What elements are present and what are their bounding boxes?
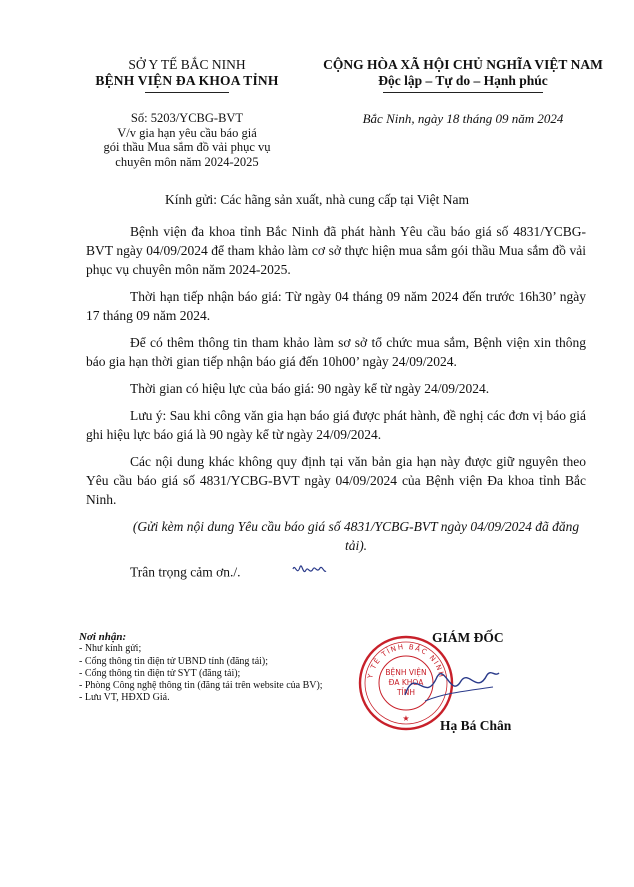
seal-line-3: TỈNH [396,688,416,697]
director-signature [395,655,505,715]
motto-underline [383,92,543,93]
paragraph: Các nội dung khác không quy định tại văn bản gia hạn này được giữ nguyên theo Yêu cầu báo giá số 4831/YCBG-BVT ngày 04/09/2024 của Bệnh viện Đa khoa tỉnh Bắc Ninh. [86,454,586,507]
closing-text: Trân trọng cảm ơn./. [130,564,241,580]
country-name: CỘNG HÒA XÃ HỘI CHỦ NGHĨA VIỆT NAM [323,57,603,72]
hospital-name: BỆNH VIỆN ĐA KHOA TỈNH [95,73,279,88]
subject-line-3: chuyên môn năm 2024-2025 [115,154,259,169]
issuer-underline [145,92,229,93]
recipient-item: - Cổng thông tin điện tử UBND tỉnh (đăng tải); [79,655,269,667]
paragraph: Bệnh viện đa khoa tỉnh Bắc Ninh đã phát hành Yêu cầu báo giá số 4831/YCBG-BVT ngày 04/09/2024 để tham khảo làm cơ sở thực hiện mua sắm gói thầu Mua sắm đồ vải phục vụ chuyên môn năm 2024-2025. [86,224,586,277]
initial-signature [247,561,327,586]
seal-ring-text: Y TẾ TỈNH BẮC NINH [366,642,446,680]
recipient-item: - Lưu VT, HĐXD Giá. [79,692,170,704]
paragraph: Thời gian có hiệu lực của báo giá: 90 ngày kể từ ngày 24/09/2024. [130,381,490,396]
signer-position: GIÁM ĐỐC [432,630,504,645]
recipient-item: - Như kính gửi; [79,643,142,655]
issue-date: Bắc Ninh, ngày 18 tháng 09 năm 2024 [362,111,564,126]
seal-line-1: BỆNH VIỆN [385,668,427,677]
recipients-block [79,631,379,705]
recipients-title: Nơi nhận: [79,631,127,643]
subject-line-2: gói thầu Mua sắm đồ vải phục vụ [103,140,271,154]
agency-name: SỞ Y TẾ BẮC NINH [128,57,246,72]
signer-name: Hạ Bá Chân [440,718,512,733]
motto: Độc lập – Tự do – Hạnh phúc [378,73,548,88]
attachment-note: (Gửi kèm nội dung Yêu cầu báo giá số 4831/YCBG-BVT ngày 04/09/2024 đã đăng tải). [132,519,580,553]
subject-line-1: V/v gia hạn yêu cầu báo giá [117,125,257,140]
doc-number: Số: 5203/YCBG-BVT [130,111,244,125]
paragraph: Lưu ý: Sau khi công văn gia hạn báo giá được phát hành, đề nghị các đơn vị báo giá ghi hiệu lực báo giá là 90 ngày kể từ ngày 24/09/2024. [86,408,586,442]
paragraph: Thời hạn tiếp nhận báo giá: Từ ngày 04 tháng 09 năm 2024 đến trước 16h30’ ngày 17 tháng 09 năm 2024. [86,289,586,323]
paragraph: Để có thêm thông tin tham khảo làm sơ sở tổ chức mua sắm, Bệnh viện xin thông báo gia hạn thời gian tiếp nhận báo giá đến 10h00’ ngày 24/09/2024. [86,335,586,369]
issuer-block [62,57,312,93]
seal-star-icon: ★ [402,714,410,723]
national-header [300,57,626,93]
recipient-item: - Phòng Công nghệ thông tin (đăng tải trên website của BV); [79,680,323,692]
doc-reference [62,111,312,169]
seal-line-2: ĐA KHOA [388,678,424,687]
letter-body [86,222,586,594]
recipient-item: - Cổng thông tin điện tử SYT (đăng tải); [79,667,241,679]
closing-line [86,561,586,586]
addressee: Kính gửi: Các hãng sản xuất, nhà cung cấp tại Việt Nam [165,192,469,207]
